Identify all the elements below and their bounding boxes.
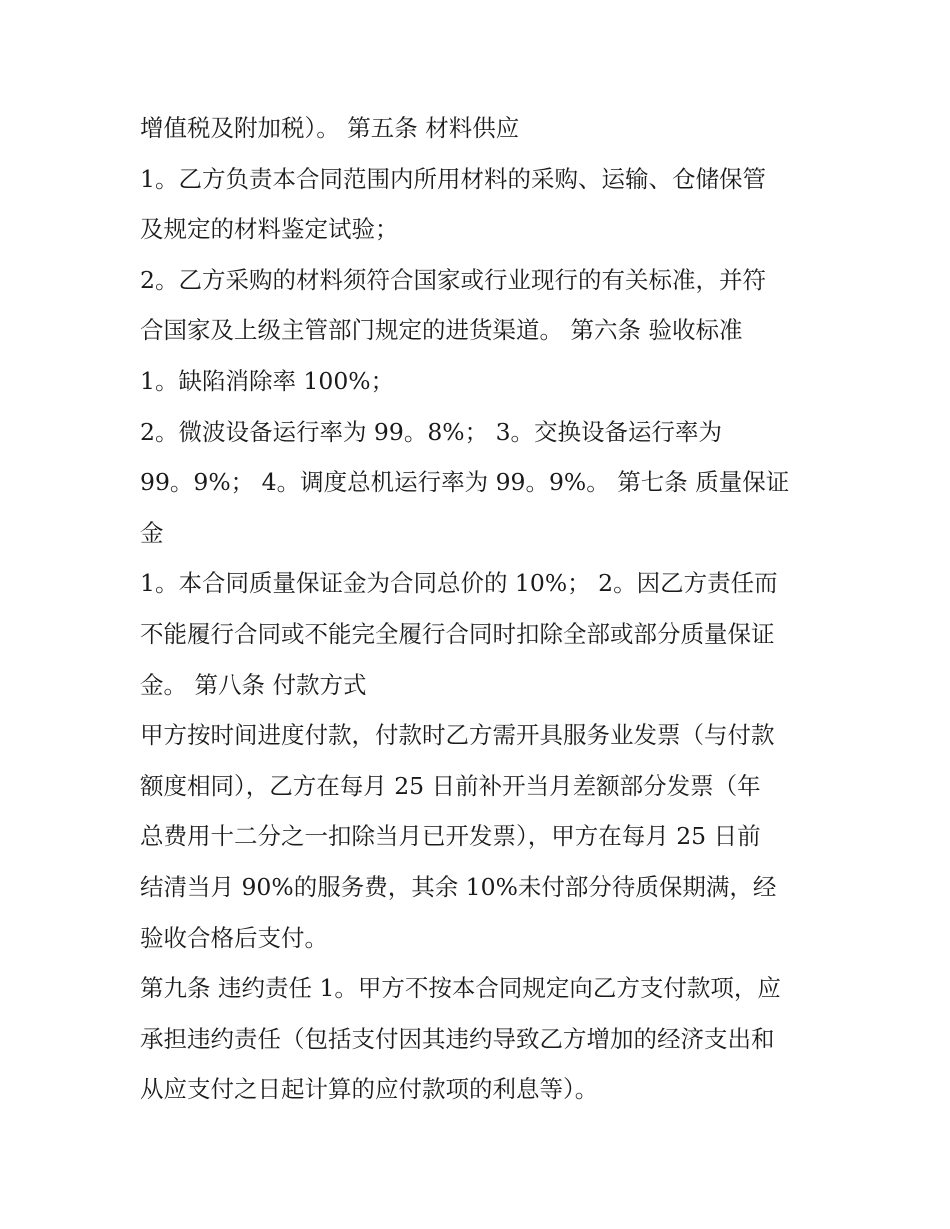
text-line: 1。本合同质量保证金为合同总价的 10%； 2。因乙方责任而 [140,569,778,598]
text-line: 金。 第八条 付款方式 [140,670,367,699]
text-line: 结清当月 90%的服务费，其余 10%未付部分待质保期满，经 [140,872,777,901]
document-body [140,103,820,1115]
text-line: 1。乙方负责本合同范围内所用材料的采购、运输、仓储保管 [140,164,766,193]
text-line: 99。9%； 4。调度总机运行率为 99。9%。 第七条 质量保证 [140,468,790,497]
text-line: 合国家及上级主管部门规定的进货渠道。 第六条 验收标准 [140,316,743,345]
text-line: 从应支付之日起计算的应付款项的利息等）。 [140,1075,599,1104]
text-line: 1。缺陷消除率 100%； [140,366,395,395]
text-line: 总费用十二分之一扣除当月已开发票），甲方在每月 25 日前 [140,822,761,851]
text-line: 2。乙方采购的材料须符合国家或行业现行的有关标准，并符 [140,265,766,294]
text-line: 第九条 违约责任 1。甲方不按本合同规定向乙方支付款项，应 [140,974,781,1003]
text-line: 金 [140,518,164,547]
text-line: 及规定的材料鉴定试验； [140,215,399,244]
text-line: 验收合格后支付。 [140,923,328,952]
text-line: 2。微波设备运行率为 99。8%； 3。交换设备运行率为 [140,417,723,446]
text-line: 甲方按时间进度付款，付款时乙方需开具服务业发票（与付款 [140,721,775,750]
text-line: 承担违约责任（包括支付因其违约导致乙方增加的经济支出和 [140,1024,775,1053]
text-line: 额度相同），乙方在每月 25 日前补开当月差额部分发票（年 [140,771,761,800]
text-line: 增值税及附加税）。 第五条 材料供应 [140,114,520,142]
text-line: 不能履行合同或不能完全履行合同时扣除全部或部分质量保证 [140,619,775,648]
